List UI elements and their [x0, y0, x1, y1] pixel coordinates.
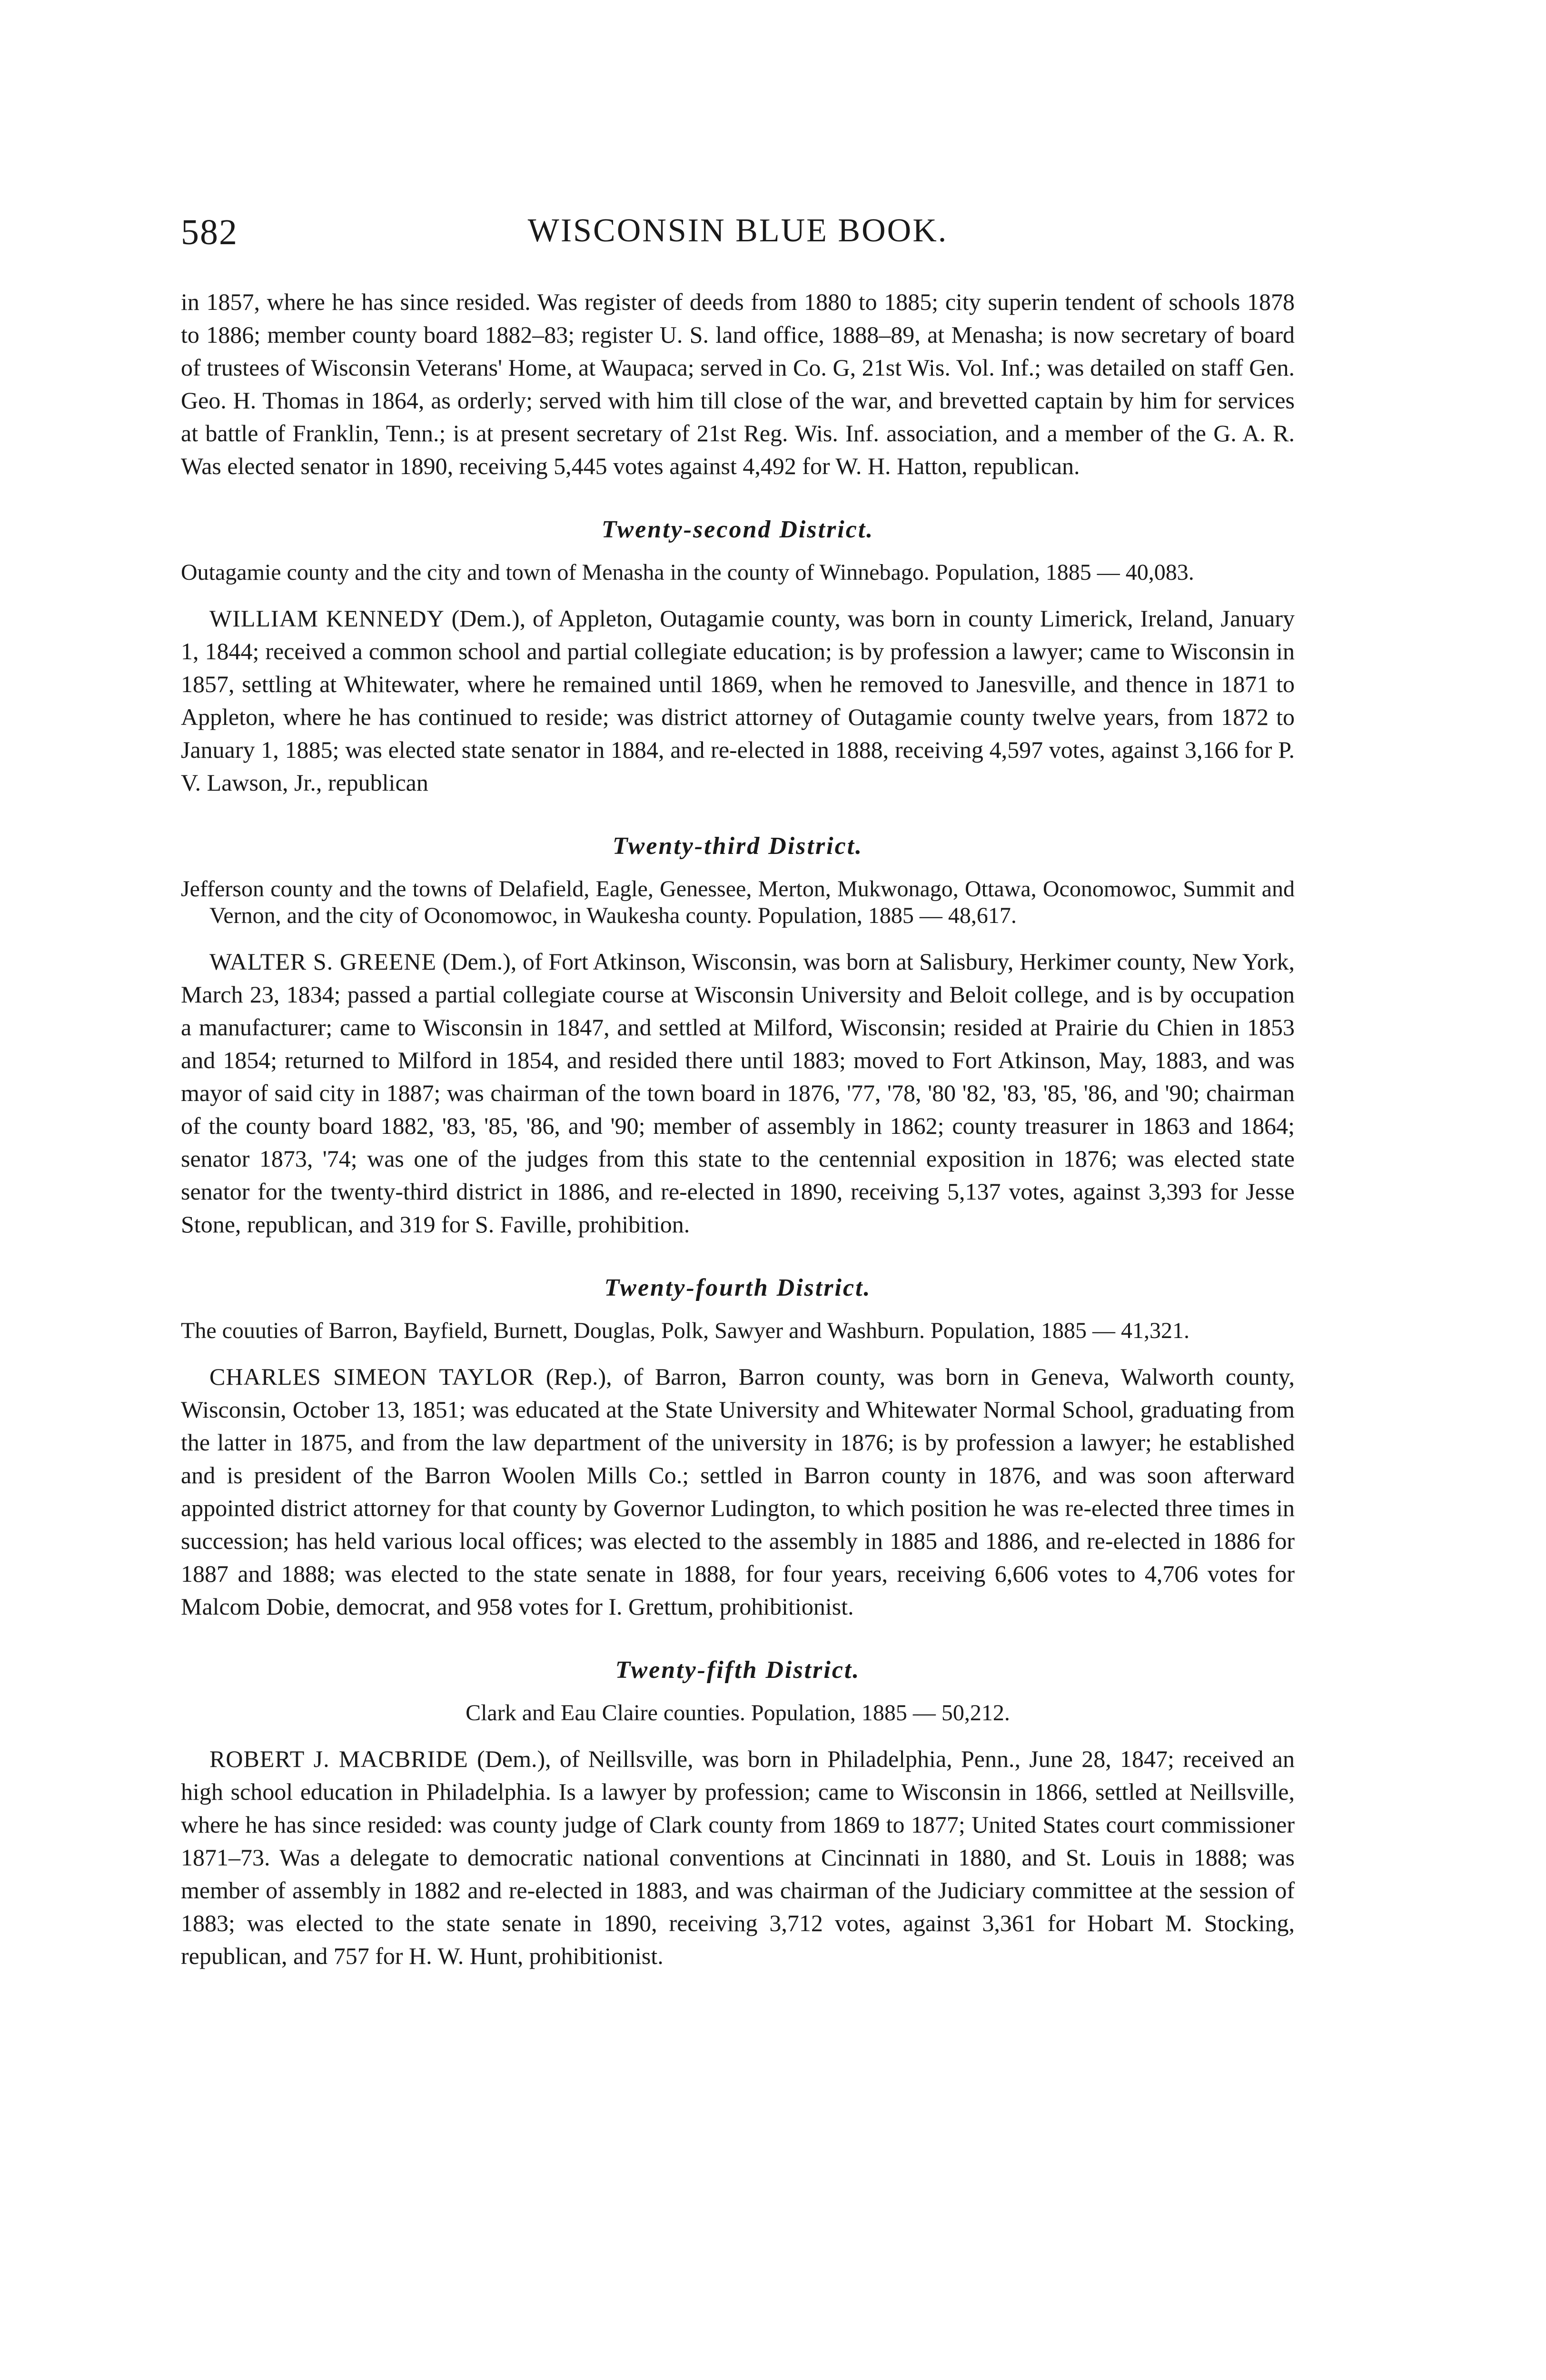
district-heading: Twenty-fourth District.: [604, 1274, 872, 1301]
district-25: [181, 1654, 1295, 1973]
senator-biography: [181, 1360, 1295, 1623]
biography-text: (Dem.), of Neillsville, was born in Philadelphia, Penn., June 28, 1847; received an high school education in Philadelphia. Is a lawyer by profession; came to Wisconsin in 1866, settled at Neillsville, where he has since resided: was county judge of Clark county from 1869 to 1877; United States court commissioner 1871–73. Was a delegate to democratic national conventions at Cincinnati in 1880, and St. Louis in 1888; was member of assembly in 1882 and re-elected in 1883, and was chairman of the Judiciary committee at the session of 1883; was elected to the state senate in 1890, receiving 3,712 votes, against 3,361 for Hobart M. Stocking, republican, and 757 for H. W. Hunt, prohibitionist.: [181, 1745, 1295, 1969]
district-description: Outagamie county and the city and town of Menasha in the county of Winnebago. Population, 1885 — 40,083.: [181, 560, 1194, 585]
biography-text: (Dem.), of Appleton, Outagamie county, was born in county Limerick, Ireland, January 1, 1844; received a common school and partial collegiate education; is by profession a lawyer; came to Wisconsin in 1857, settling at Whitewater, where he remained until 1869, when he removed to Janesville, and thence in 1871 to Appleton, where he has continued to reside; was district attorney of Outagamie county twelve years, from 1872 to January 1, 1885; was elected state senator in 1884, and re-elected in 1888, receiving 4,597 votes, against 3,166 for P. V. Lawson, Jr., republican: [181, 605, 1295, 796]
senator-biography: [181, 1743, 1295, 1973]
page-body: [181, 286, 1295, 1973]
district-description: The couuties of Barron, Bayfield, Burnett, Douglas, Polk, Sawyer and Washburn. Population, 1885 — 41,321.: [181, 1318, 1189, 1343]
district-24: [181, 1271, 1295, 1623]
district-description: Jefferson county and the towns of Delafield, Eagle, Genessee, Merton, Mukwonago, Ottawa, Oconomowoc, Summit and Vernon, and the city of Oconomowoc, in Waukesha county. Population, 1885 — 48,617.: [181, 876, 1295, 928]
district-heading: Twenty-second District.: [601, 516, 874, 543]
continuation-paragraph: in 1857, where he has since resided. Was register of deeds from 1880 to 1885; city superin tendent of schools 1878 to 1886; member county board 1882–83; register U. S. land office, 1888–89, at Menasha; is now secretary of board of trustees of Wisconsin Veterans' Home, at Waupaca; served in Co. G, 21st Wis. Vol. Inf.; was detailed on staff Gen. Geo. H. Thomas in 1864, as orderly; served with him till close of the war, and brevetted captain by him for services at battle of Franklin, Tenn.; is at present secretary of 21st Reg. Wis. Inf. association, and a member of the G. A. R. Was elected senator in 1890, receiving 5,445 votes against 4,492 for W. H. Hatton, republican.: [181, 288, 1295, 479]
running-title: WISCONSIN BLUE BOOK.: [527, 212, 948, 249]
biography-text: (Dem.), of Fort Atkinson, Wisconsin, was born at Salisbury, Herkimer county, New York, March 23, 1834; passed a partial collegiate course at Wisconsin University and Beloit college, and is by occupation a manufacturer; came to Wisconsin in 1847, and settled at Milford, Wisconsin; resided at Prairie du Chien in 1853 and 1854; returned to Milford in 1854, and resided there until 1883; moved to Fort Atkinson, May, 1883, and was mayor of said city in 1887; was chairman of the town board in 1876, '77, '78, '80 '82, '83, '85, '86, and '90; chairman of the county board 1882, '83, '85, '86, and '90; member of assembly in 1862; county treasurer in 1863 and 1864; senator 1873, '74; was one of the judges from this state to the centennial exposition in 1876; was elected state senator for the twenty-third district in 1886, and re-elected in 1890, receiving 5,137 votes, against 3,393 for Jesse Stone, republican, and 319 for S. Faville, prohibition.: [181, 948, 1295, 1238]
senator-name: WALTER S. GREENE: [209, 948, 437, 975]
biography-text: (Rep.), of Barron, Barron county, was born in Geneva, Walworth county, Wisconsin, October 13, 1851; was educated at the State University and Whitewater Normal School, graduating from the latter in 1875, and from the law department of the university in 1876; is by profession a lawyer; he established and is president of the Barron Woolen Mills Co.; settled in Barron county in 1876, and was soon afterward appointed district attorney for that county by Governor Ludington, to which position he was re-elected three times in succession; has held various local offices; was elected to the assembly in 1885 and 1886, and re-elected in 1886 for 1887 and 1888; was elected to the state senate in 1888, for four years, receiving 6,606 votes to 4,706 votes for Malcom Dobie, democrat, and 958 votes for I. Grettum, prohibitionist.: [181, 1363, 1295, 1620]
district-22: [181, 513, 1295, 799]
senator-name: CHARLES SIMEON TAYLOR: [209, 1363, 535, 1390]
district-heading: Twenty-fifth District.: [615, 1656, 861, 1684]
district-23: [181, 830, 1295, 1241]
senator-biography: [181, 945, 1295, 1241]
senator-biography: [181, 602, 1295, 799]
page-number: 582: [181, 212, 238, 252]
district-heading: Twenty-third District.: [612, 833, 863, 860]
senator-name: ROBERT J. MACBRIDE: [209, 1745, 468, 1772]
page-header: [181, 212, 1295, 264]
senator-name: WILLIAM KENNEDY: [209, 605, 445, 632]
district-description: Clark and Eau Claire counties. Population, 1885 — 50,212.: [466, 1700, 1010, 1726]
